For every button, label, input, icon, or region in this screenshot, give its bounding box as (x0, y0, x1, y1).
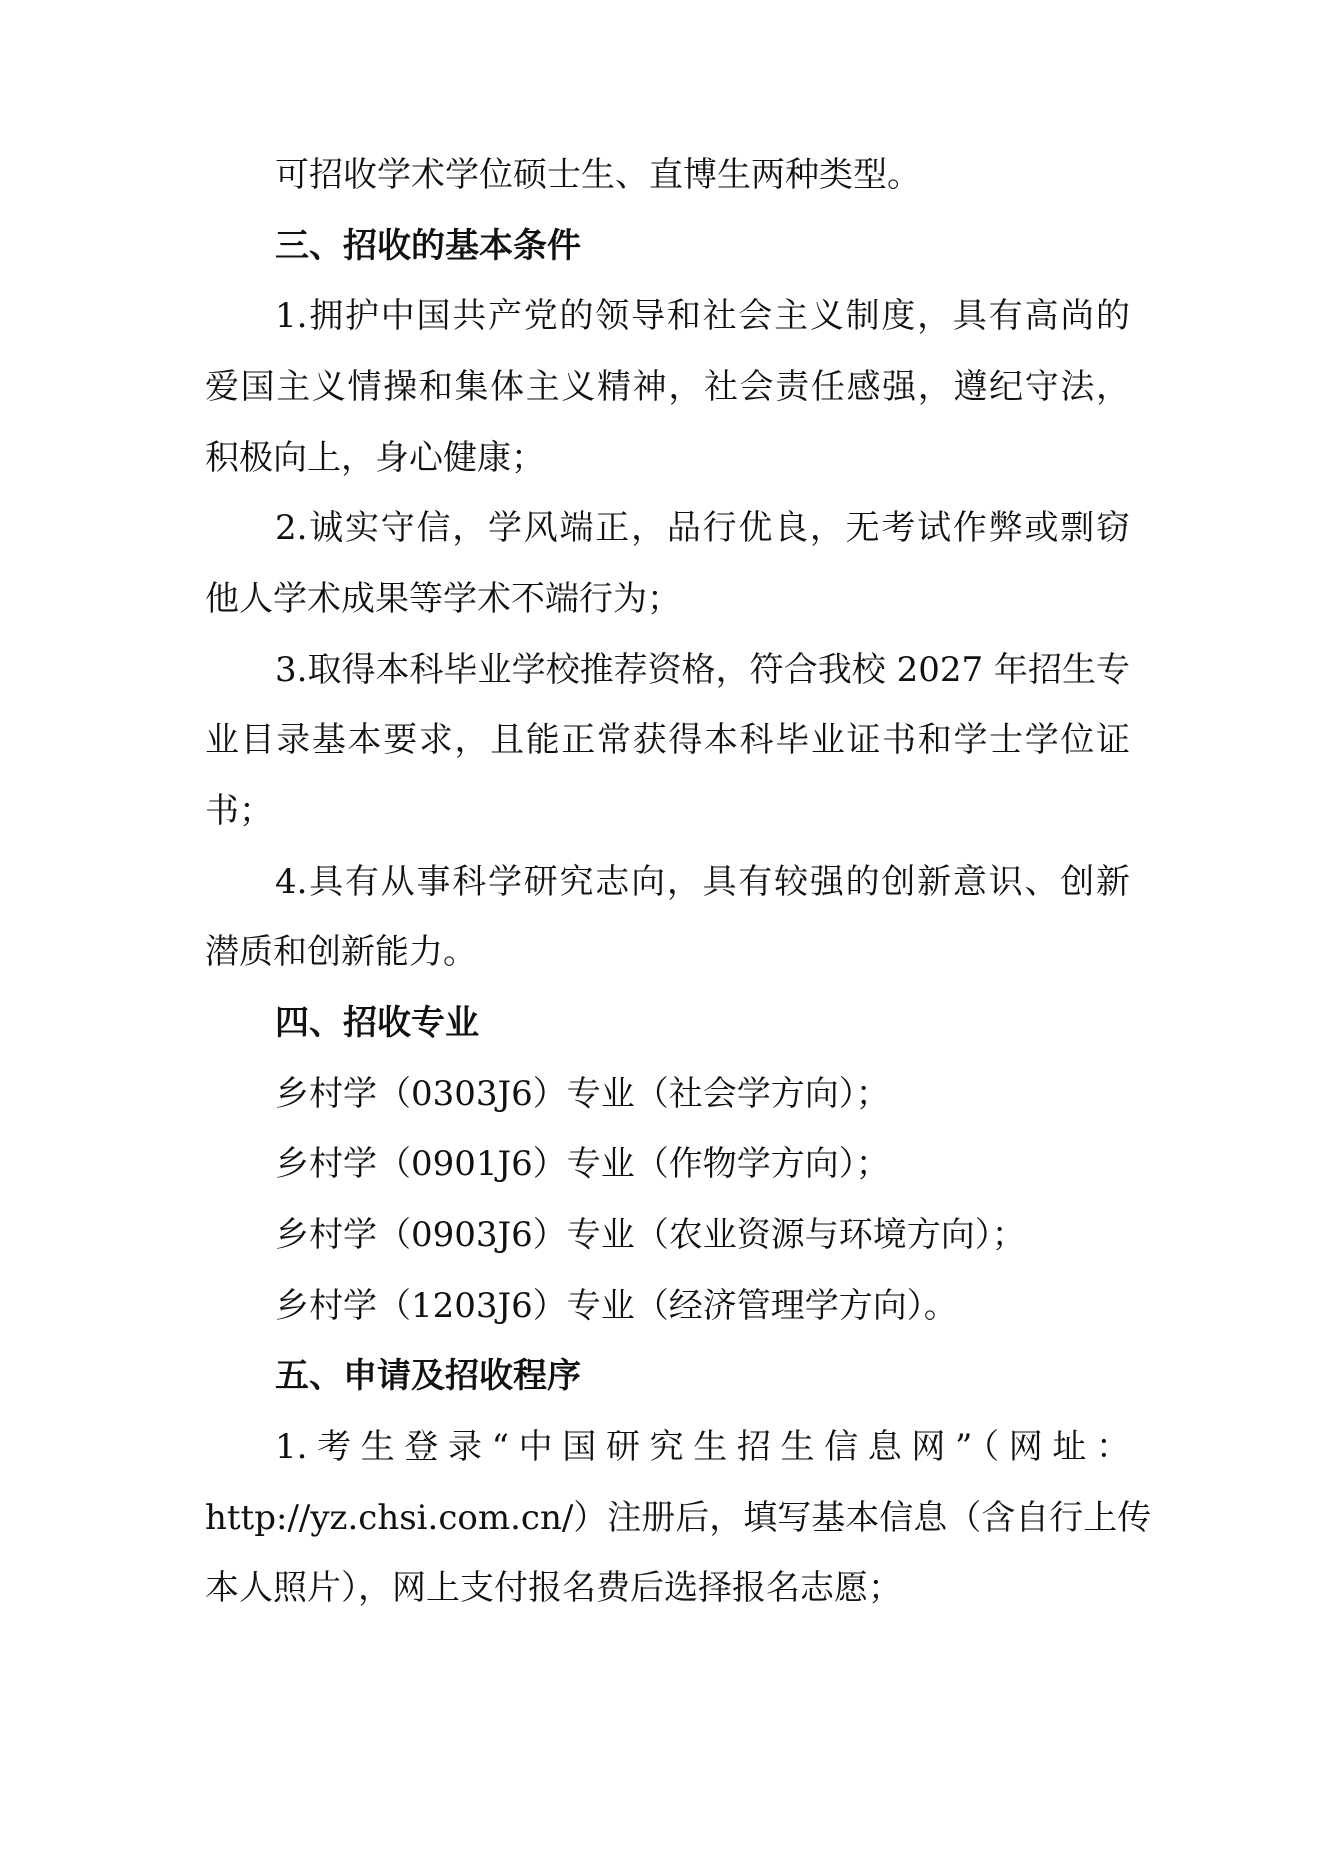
paragraph-line: 积极向上，身心健康； (205, 438, 545, 478)
paragraph-line: 书； (205, 791, 273, 831)
major-item: 乡村学（0901J6）专业（作物学方向）； (275, 1144, 890, 1184)
paragraph-line: 1.考生登录“中国研究生招生信息网”（网址： (275, 1427, 1130, 1467)
paragraph-line: 本人照片），网上支付报名费后选择报名志愿； (205, 1568, 902, 1608)
section-heading-3: 三、招收的基本条件 (275, 226, 581, 266)
paragraph-line: 4.具有从事科学研究志向，具有较强的创新意识、创新 (275, 862, 1130, 902)
section-heading-4: 四、招收专业 (275, 1003, 479, 1043)
paragraph-line: 爱国主义情操和集体主义精神，社会责任感强，遵纪守法， (205, 367, 1130, 407)
paragraph-line: 2.诚实守信，学风端正，品行优良，无考试作弊或剽窃 (275, 508, 1130, 548)
paragraph-line: 业目录基本要求，且能正常获得本科毕业证书和学士学位证 (205, 720, 1130, 760)
paragraph-line: 潜质和创新能力。 (205, 932, 477, 972)
major-item: 乡村学（0303J6）专业（社会学方向）； (275, 1074, 890, 1114)
paragraph-line: 1.拥护中国共产党的领导和社会主义制度，具有高尚的 (275, 296, 1130, 336)
major-item: 乡村学（0903J6）专业（农业资源与环境方向）； (275, 1215, 1026, 1255)
paragraph-line: http://yz.chsi.com.cn/）注册后，填写基本信息（含自行上传 (205, 1498, 1152, 1538)
paragraph-line: 他人学术成果等学术不端行为； (205, 579, 681, 619)
paragraph-line: 可招收学术学位硕士生、直博生两种类型。 (275, 155, 921, 195)
paragraph-line: 3.取得本科毕业学校推荐资格，符合我校 2027 年招生专 (275, 650, 1130, 690)
major-item: 乡村学（1203J6）专业（经济管理学方向）。 (275, 1286, 958, 1326)
section-heading-5: 五、申请及招收程序 (275, 1356, 581, 1396)
